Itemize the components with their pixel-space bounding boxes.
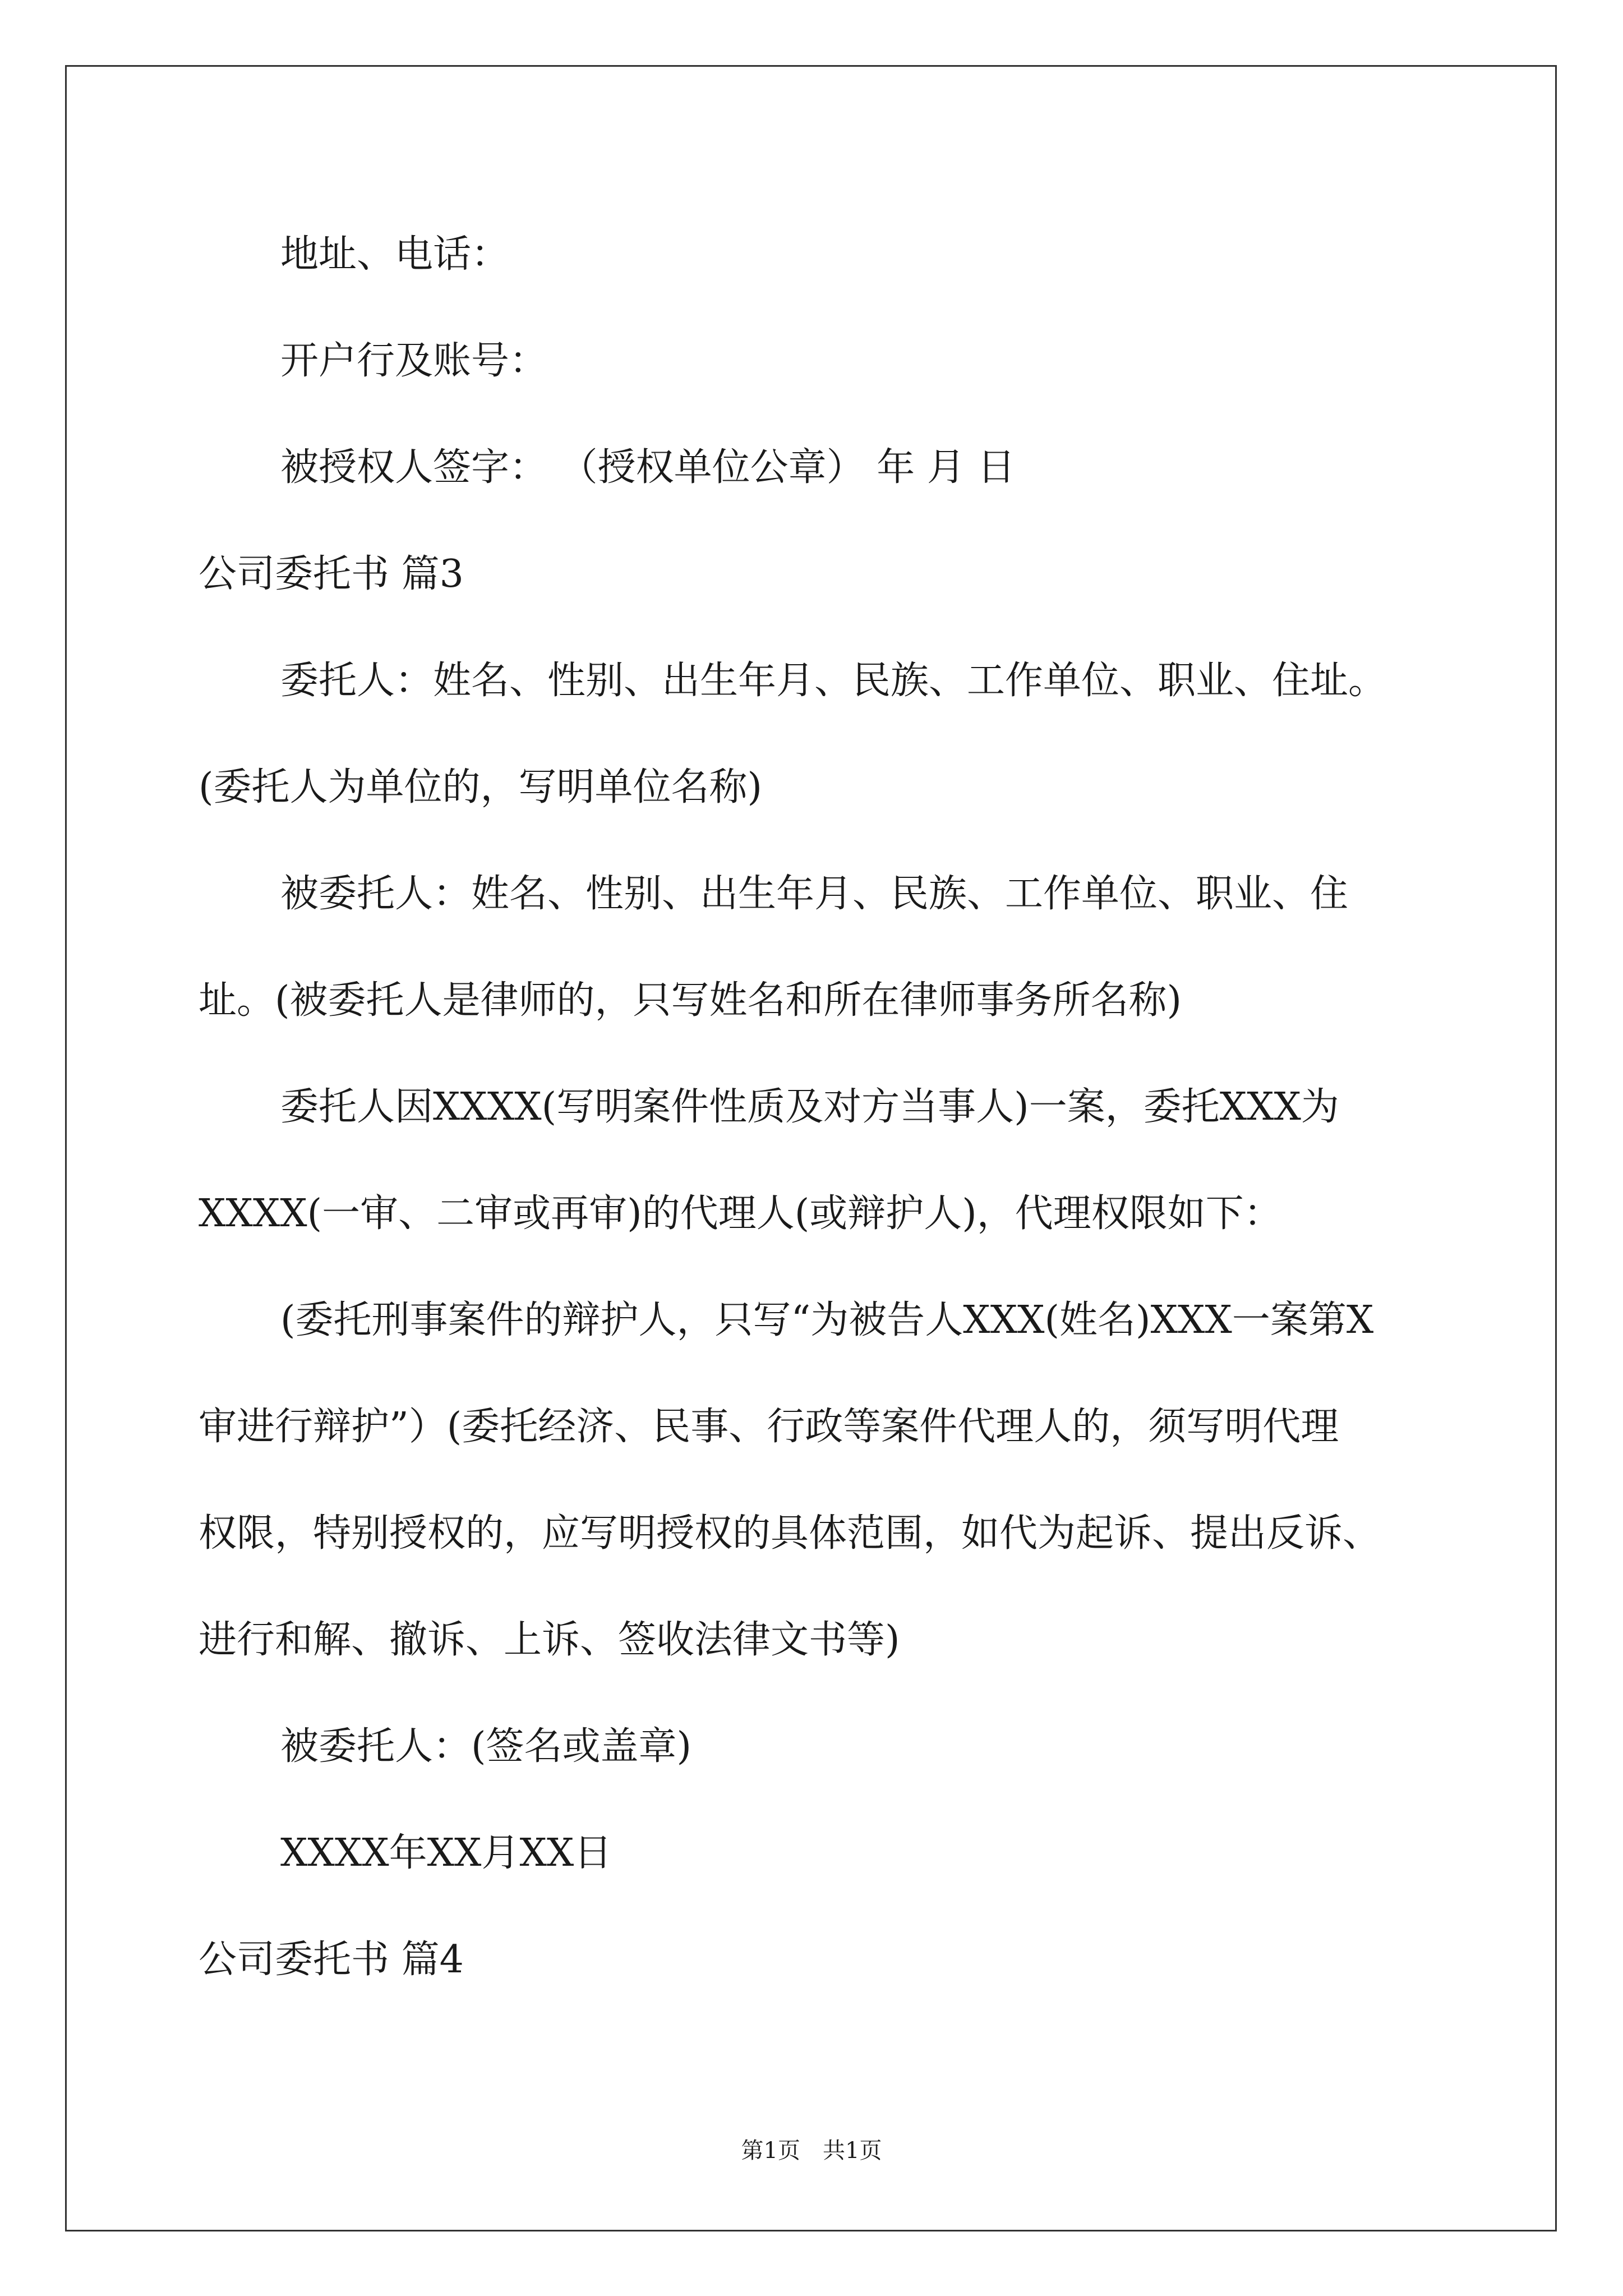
- date-line: XXXX年XX月XX日: [280, 1831, 612, 1875]
- paragraph-line: 址。(被委托人是律师的，只写姓名和所在律师事务所名称): [199, 978, 1182, 1023]
- paragraph-line: 进行和解、撤诉、上诉、签收法律文书等): [199, 1618, 900, 1662]
- paragraph-line: (委托刑事案件的辩护人，只写“为被告人XXX(姓名)XXX一案第X: [280, 1298, 1374, 1342]
- section-heading-4: 公司委托书 篇4: [199, 1938, 464, 1982]
- paragraph-line: 委托人因XXXX(写明案件性质及对方当事人)一案，委托XXX为: [280, 1085, 1339, 1129]
- paragraph-line: 审进行辩护”）(委托经济、民事、行政等案件代理人的，须写明代理: [199, 1405, 1339, 1449]
- address-phone-line: 地址、电话：: [280, 232, 510, 277]
- paragraph-line: 委托人：姓名、性别、出生年月、民族、工作单位、职业、住址。: [280, 659, 1387, 703]
- paragraph-line: 被委托人：姓名、性别、出生年月、民族、工作单位、职业、住: [280, 872, 1349, 916]
- trustee-signature-line: 被委托人：(签名或盖章): [280, 1724, 692, 1769]
- signature-line: 被授权人签字： （授权单位公章） 年 月 日: [280, 445, 1016, 490]
- page-number-footer: 第1页 共1页: [741, 2138, 882, 2164]
- section-heading-3: 公司委托书 篇3: [199, 552, 464, 596]
- paragraph-line: (委托人为单位的，写明单位名称): [199, 765, 763, 809]
- page-border: [65, 65, 1557, 2231]
- paragraph-line: 权限，特别授权的，应写明授权的具体范围，如代为起诉、提出反诉、: [199, 1511, 1381, 1556]
- bank-account-line: 开户行及账号：: [280, 339, 548, 383]
- paragraph-line: XXXX(一审、二审或再审)的代理人(或辩护人)，代理权限如下：: [199, 1191, 1282, 1236]
